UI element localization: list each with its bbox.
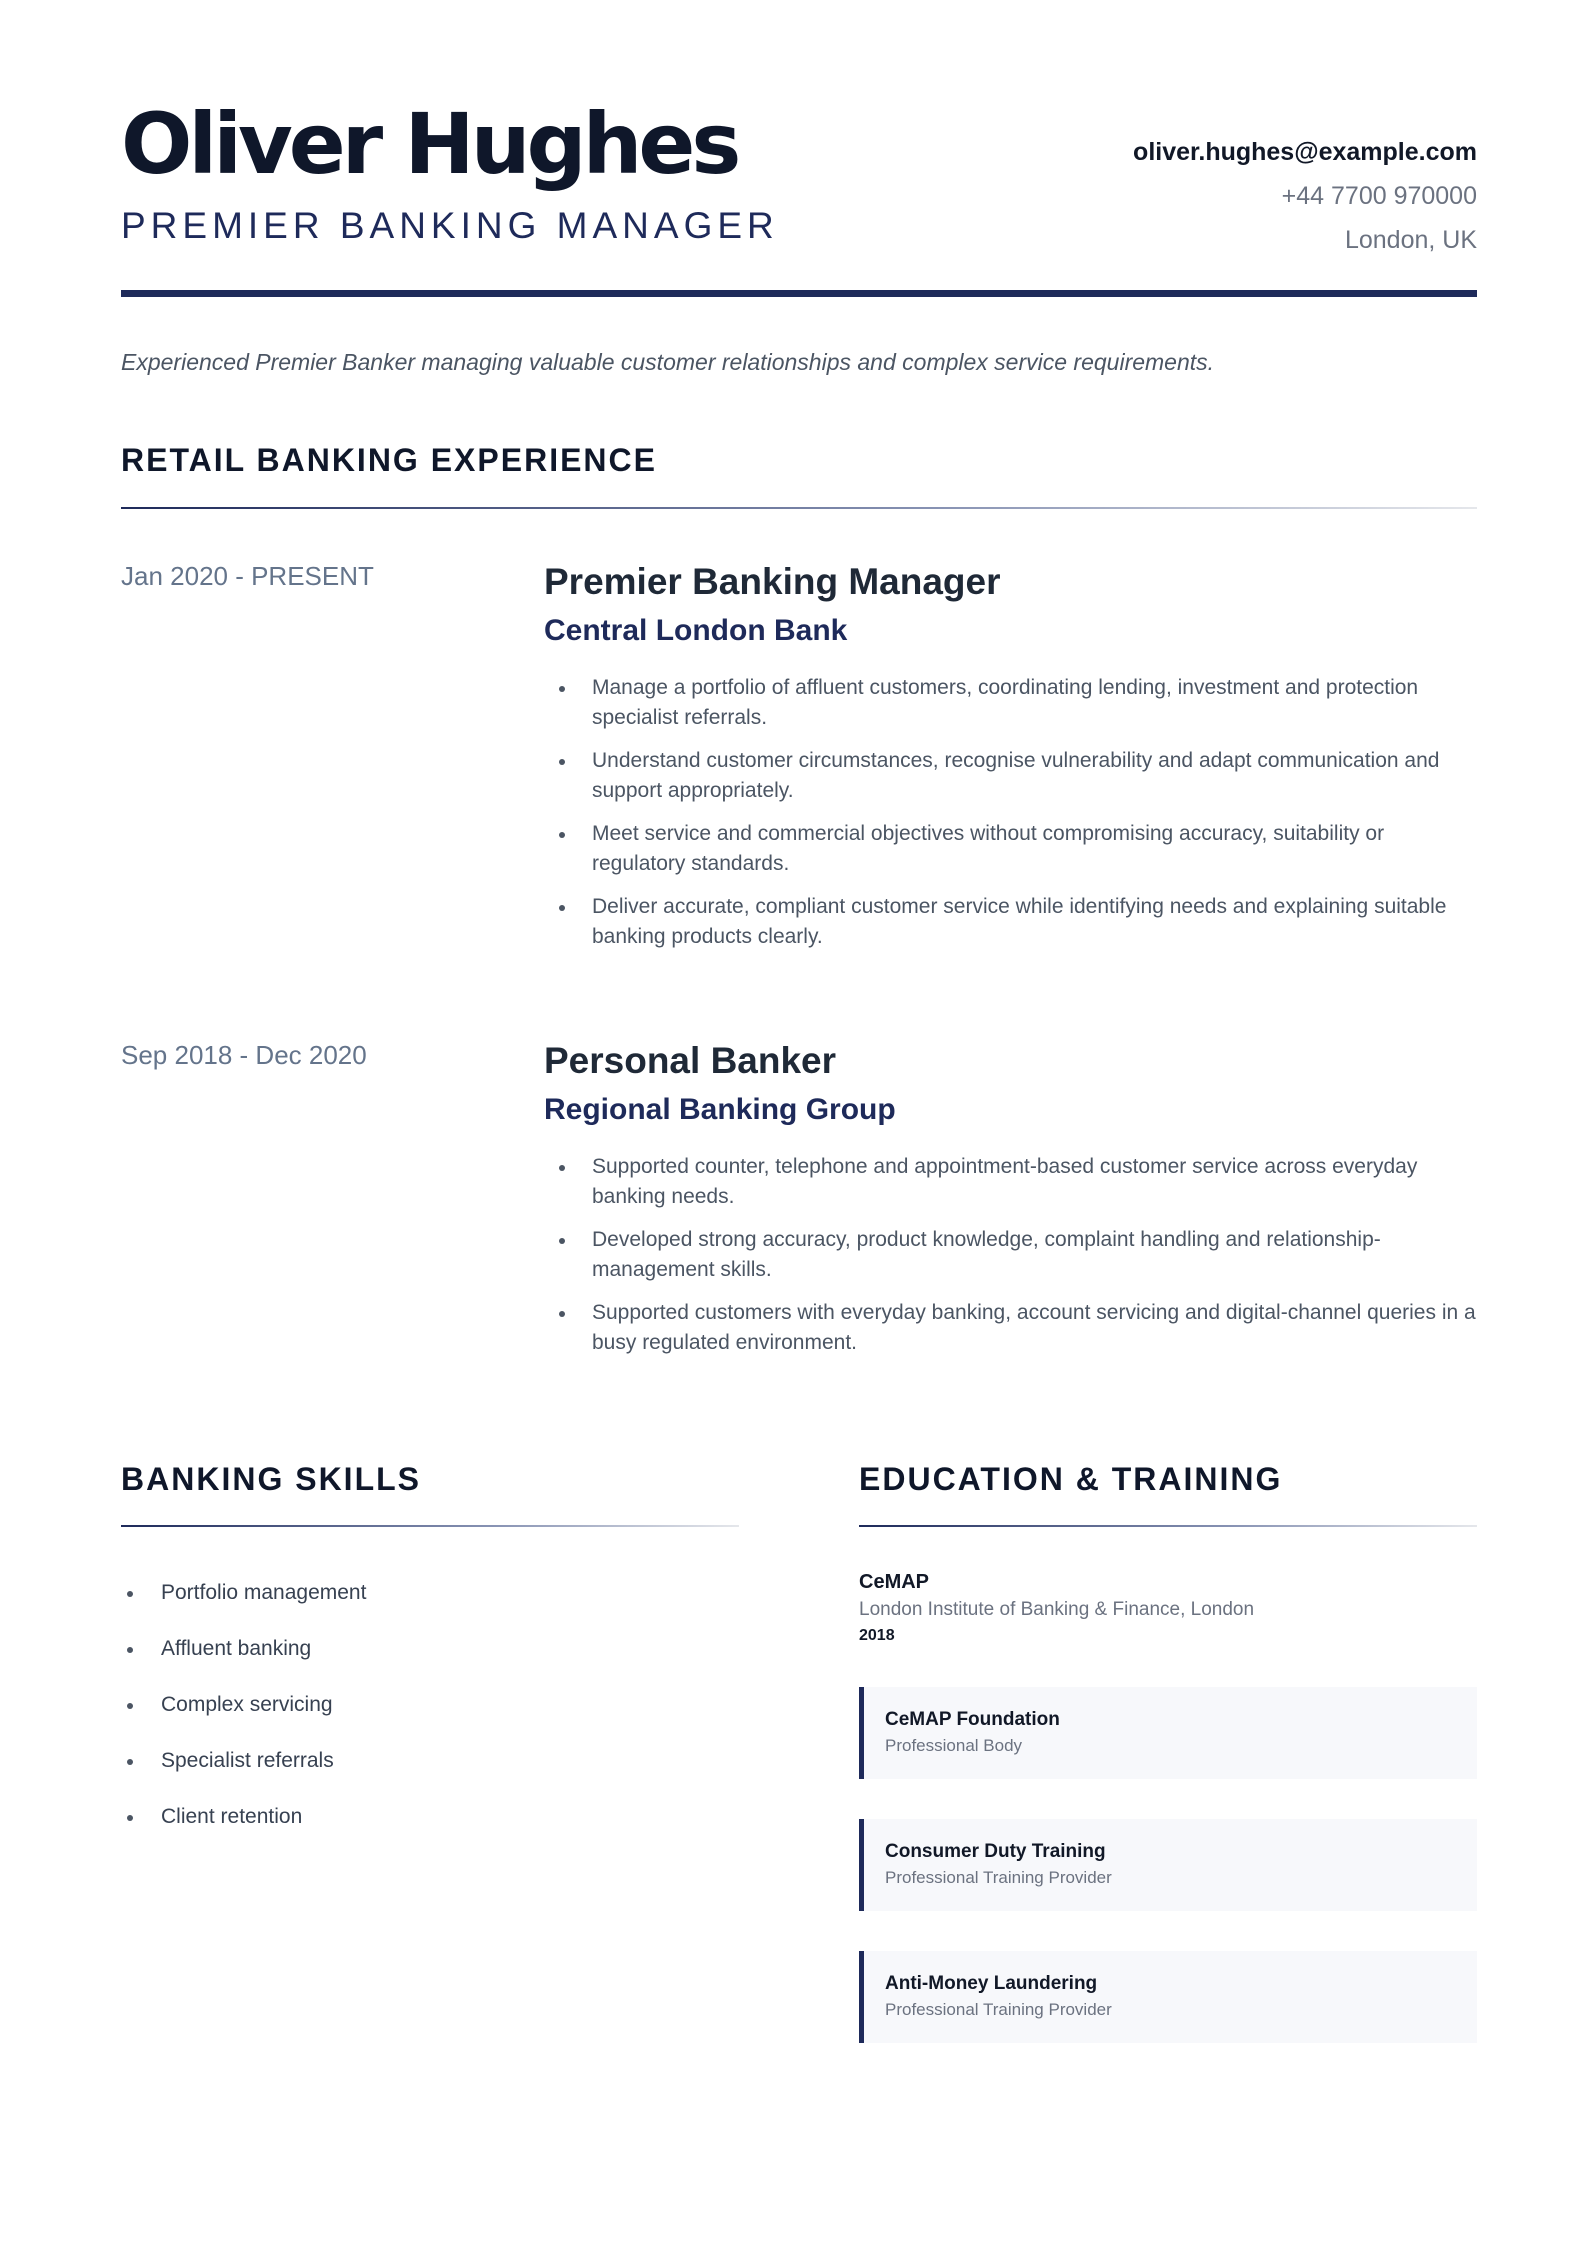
education-entry xyxy=(859,1568,1477,1648)
profile-summary: Experienced Premier Banker managing valuable customer relationships and complex service requirements. xyxy=(121,349,1215,375)
resume-header xyxy=(121,96,1477,296)
skill-item: Complex servicing xyxy=(121,1690,366,1720)
skills-divider xyxy=(121,1525,739,1527)
responsibility-item: Supported customers with everyday banking, account servicing and digital-channel queries in a busy regulated environment. xyxy=(544,1298,1477,1358)
skill-item: Client retention xyxy=(121,1802,366,1832)
certification-card xyxy=(859,1687,1477,1779)
skill-item: Portfolio management xyxy=(121,1578,366,1608)
certification-issuer: Professional Body xyxy=(885,1736,1023,1755)
certification-card xyxy=(859,1819,1477,1911)
responsibility-item: Supported counter, telephone and appointment-based customer service across everyday banking needs. xyxy=(544,1152,1477,1212)
job-dates: Sep 2018 - Dec 2020 xyxy=(121,1040,367,1070)
phone-number: +44 7700 970000 xyxy=(1281,182,1477,210)
job-title: Premier Banking Manager xyxy=(544,561,1001,602)
degree-name: CeMAP xyxy=(859,1571,930,1593)
job-title: Personal Banker xyxy=(544,1040,837,1081)
job-responsibilities xyxy=(544,673,1477,952)
job-dates: Jan 2020 - PRESENT xyxy=(121,561,374,591)
responsibility-item: Meet service and commercial objectives without compromising accuracy, suitability or regulatory standards. xyxy=(544,819,1477,879)
job-details xyxy=(544,1038,1477,1371)
skills-heading: BANKING SKILLS xyxy=(121,1461,421,1497)
skill-item: Affluent banking xyxy=(121,1634,366,1664)
education-heading: EDUCATION & TRAINING xyxy=(859,1461,1283,1497)
education-divider xyxy=(859,1525,1477,1527)
job-details xyxy=(544,559,1477,965)
certification-issuer: Professional Training Provider xyxy=(885,2000,1112,2019)
header-divider xyxy=(121,290,1477,297)
job-company: Regional Banking Group xyxy=(544,1093,896,1126)
responsibility-item: Manage a portfolio of affluent customers, coordinating lending, investment and protection specialist referrals. xyxy=(544,673,1477,733)
location: London, UK xyxy=(1344,226,1477,254)
certification-name: Consumer Duty Training xyxy=(885,1841,1106,1862)
school-name: London Institute of Banking & Finance, London xyxy=(859,1599,1255,1620)
responsibility-item: Deliver accurate, compliant customer service while identifying needs and explaining suitable banking products clearly. xyxy=(544,892,1477,952)
resume-page xyxy=(121,0,1477,2246)
job-responsibilities xyxy=(544,1152,1477,1358)
experience-divider xyxy=(121,507,1477,509)
job-company: Central London Bank xyxy=(544,614,848,647)
contact-info xyxy=(1133,130,1477,262)
certification-name: Anti-Money Laundering xyxy=(885,1973,1098,1994)
experience-heading: RETAIL BANKING EXPERIENCE xyxy=(121,442,657,478)
certification-card xyxy=(859,1951,1477,2043)
graduation-year: 2018 xyxy=(859,1627,895,1644)
job-title-heading: PREMIER BANKING MANAGER xyxy=(121,205,779,246)
email-link[interactable]: oliver.hughes@example.com xyxy=(1133,138,1477,166)
candidate-name: Oliver Hughes xyxy=(121,95,738,193)
certification-issuer: Professional Training Provider xyxy=(885,1868,1112,1887)
certification-name: CeMAP Foundation xyxy=(885,1709,1060,1730)
responsibility-item: Understand customer circumstances, recognise vulnerability and adapt communication and support appropriately. xyxy=(544,746,1477,806)
skills-list xyxy=(121,1578,366,1858)
responsibility-item: Developed strong accuracy, product knowledge, complaint handling and relationship-management skills. xyxy=(544,1225,1477,1285)
skill-item: Specialist referrals xyxy=(121,1746,366,1776)
